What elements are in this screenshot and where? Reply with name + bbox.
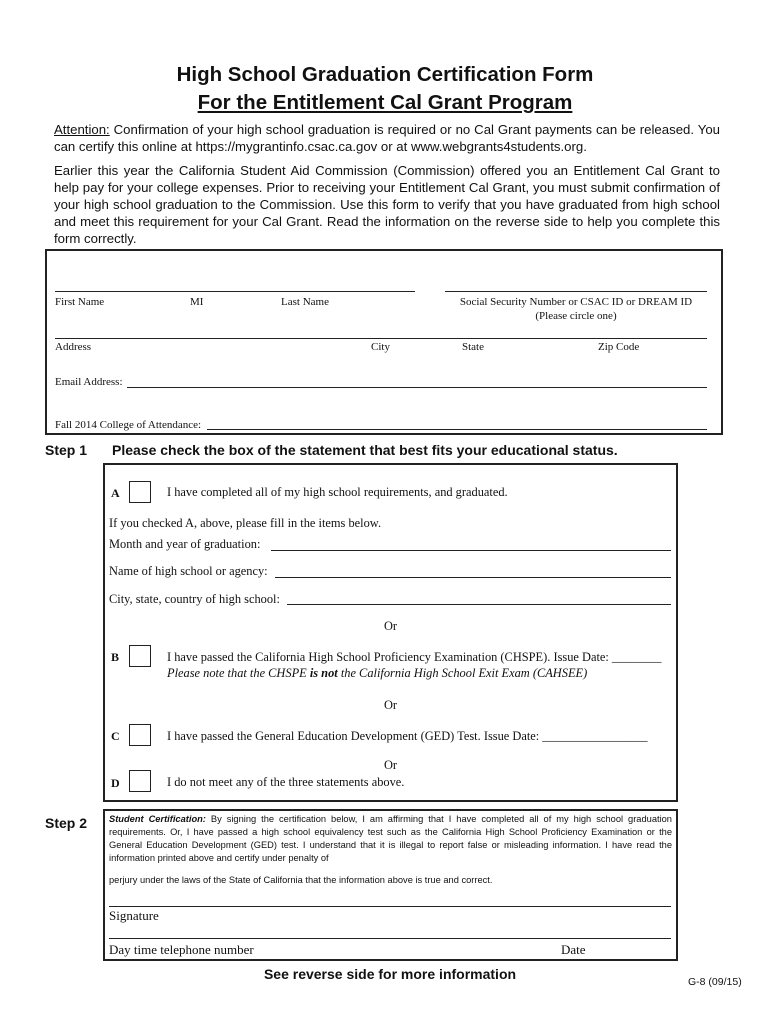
step2-label: Step 2 — [45, 815, 88, 831]
college-line[interactable] — [207, 429, 707, 430]
certification-body-end: perjury under the laws of the State of California that the information above is true and correct. — [109, 875, 493, 885]
zip-label: Zip Code — [598, 341, 640, 353]
school-name-label: Name of high school or agency: — [109, 564, 268, 578]
state-label: State — [462, 341, 484, 353]
option-c-checkbox[interactable] — [129, 724, 151, 746]
certification-title: Student Certification: — [109, 814, 206, 824]
attention-label: Attention: — [54, 122, 110, 137]
option-c-letter: C — [111, 729, 120, 743]
ssn-label: Social Security Number or CSAC ID or DREAM ID — [459, 296, 693, 308]
ssn-line[interactable] — [445, 291, 707, 292]
or-divider-2: Or — [383, 698, 398, 712]
email-label: Email Address: — [55, 376, 123, 388]
first-name-label: First Name — [55, 296, 105, 308]
reverse-side-note: See reverse side for more information — [263, 966, 517, 982]
option-d-letter: D — [111, 776, 120, 790]
signature-label: Signature — [109, 908, 159, 923]
step2-box — [103, 809, 678, 961]
phone-label: Day time telephone number — [109, 942, 254, 957]
circle-one-label: (Please circle one) — [535, 310, 617, 322]
address-label: Address — [55, 341, 92, 353]
school-name-line[interactable] — [275, 577, 671, 578]
month-year-label: Month and year of graduation: — [109, 537, 261, 551]
college-label: Fall 2014 College of Attendance: — [55, 419, 202, 431]
city-label: City — [371, 341, 390, 353]
option-b-letter: B — [111, 650, 120, 664]
option-b-note-emphasis: is not — [309, 666, 338, 680]
student-info-box — [45, 249, 723, 435]
page-title: High School Graduation Certification Form — [176, 63, 594, 86]
option-a-checkbox[interactable] — [129, 481, 151, 503]
last-name-label: Last Name — [281, 296, 329, 308]
name-line[interactable] — [55, 291, 415, 292]
attention-text: Confirmation of your high school graduation is required or no Cal Grant payments can be released. You can certify this online at https://mygrantinfo.csac.ca.gov or at www.webgrants4students.org. — [54, 122, 720, 154]
option-b-note-start: Please note that the CHSPE — [167, 666, 310, 680]
option-b-note — [167, 666, 587, 681]
option-c-text: I have passed the General Education Development (GED) Test. Issue Date: _________________ — [167, 729, 648, 743]
or-divider-1: Or — [383, 619, 398, 633]
intro-paragraph: Earlier this year the California Student Aid Commission (Commission) offered you an Entitlement Cal Grant to help pay for your college expenses. Prior to receiving your Entitlement Cal Grant, you must submit confirmation of your high school graduation to the Commission. Use this form to verify that you have graduated from high school and meet this requirement for your Cal Grant. Read the information on the reverse side to help you complete this form correctly. — [54, 163, 720, 246]
attention-paragraph — [54, 121, 720, 155]
mi-label: MI — [190, 296, 204, 308]
option-a-followup: If you checked A, above, please fill in the items below. — [109, 516, 382, 530]
certification-body: By signing the certification below, I am affirming that I have completed all of my high school graduation requirements. Or, I have passed a high school equivalency test such as the California High School Proficiency Examination or the General Education Development (GED) test. I understand that it is illegal to report false or misleading information. I have read the information printed above and certify under penalty of — [109, 814, 672, 863]
option-d-checkbox[interactable] — [129, 770, 151, 792]
option-d-text: I do not meet any of the three statements above. — [167, 775, 405, 789]
city-state-line[interactable] — [287, 604, 671, 605]
email-line[interactable] — [127, 387, 707, 388]
signature-line[interactable] — [109, 906, 671, 907]
date-label: Date — [561, 942, 586, 957]
page-subtitle: For the Entitlement Cal Grant Program — [197, 91, 573, 114]
step1-box — [103, 463, 678, 802]
option-b-checkbox[interactable] — [129, 645, 151, 667]
or-divider-3: Or — [383, 758, 398, 772]
step1-heading: Please check the box of the statement that best fits your educational status. — [112, 442, 618, 458]
address-line[interactable] — [55, 338, 707, 339]
certification-text — [109, 813, 672, 865]
form-code: G-8 (09/15) — [688, 976, 742, 988]
step1-label: Step 1 — [45, 442, 88, 458]
month-year-line[interactable] — [271, 550, 671, 551]
option-b-note-end: the California High School Exit Exam (CAHSEE) — [337, 666, 588, 680]
phone-date-line[interactable] — [109, 938, 671, 939]
option-a-letter: A — [111, 486, 120, 500]
option-b-text: I have passed the California High School Proficiency Examination (CHSPE). Issue Date: ________ — [167, 650, 662, 664]
city-state-label: City, state, country of high school: — [109, 592, 280, 606]
option-a-text: I have completed all of my high school requirements, and graduated. — [167, 485, 508, 499]
